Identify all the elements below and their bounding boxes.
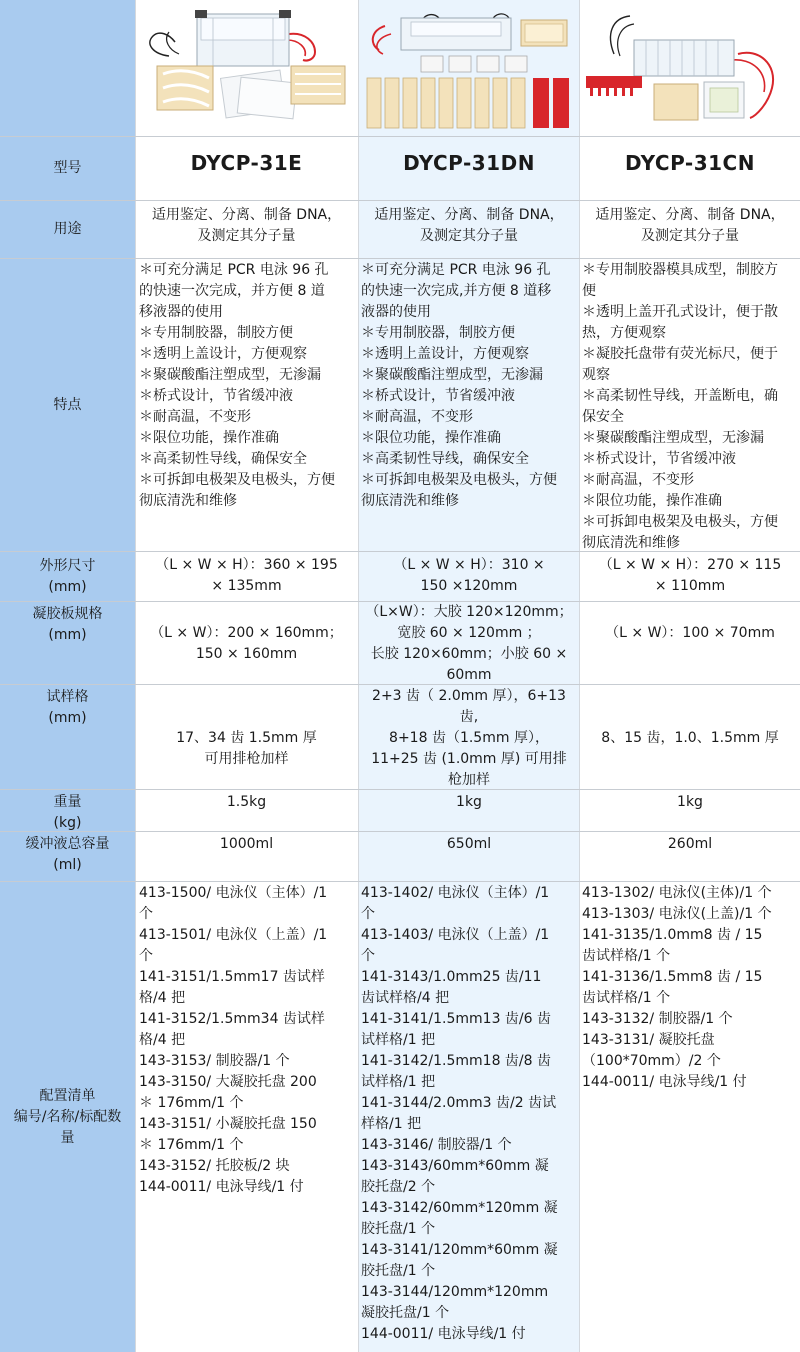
features-list: ＊可充分满足 PCR 电泳 96 孔 的快速一次完成，并方便 8 道 移液器的使用 ＊专用制胶器，制胶方便 ＊透明上盖设计，方便观察 ＊聚碳酸酯注塑成型，无渗漏 ＊桥式设计，节省缓冲液 ＊耐高温，不变形 ＊限位功能，操作准确 ＊高柔韧性导线，确保安全 ＊可拆卸电极架及电极头，方便 彻底清洗和维修 <box>139 262 335 509</box>
dimensions-value: （L × W × H）：310 × 150 ×120mm <box>393 557 545 594</box>
divider <box>358 0 359 1352</box>
divider <box>579 0 580 1352</box>
model-name: DYCP-31DN <box>403 151 535 175</box>
label-features: 特点 <box>53 396 82 413</box>
label-dimensions: 外形尺寸 (mm) <box>39 557 96 595</box>
gel-plate-value: （L × W）：100 × 70mm <box>605 625 775 641</box>
label-usage: 用途 <box>53 221 82 237</box>
label-configuration: 配置清单 编号/名称/标配数 量 <box>13 1087 122 1146</box>
model-name: DYCP-31E <box>190 151 303 175</box>
configuration-list: 413-1302/ 电泳仪(主体)/1 个 413-1303/ 电泳仪(上盖)/1 个 141-3135/1.0mm8 齿 / 15 齿试样格/1 个 141-3136/1.5mm8 齿 / 15 齿试样格/1 个 143-3132/ 制胶器/1 个 143-3131/ 凝胶托盘 （100*70mm）/2 个 144-0011/ 电泳导线/1 付 <box>582 885 772 1090</box>
model-name: DYCP-31CN <box>625 151 755 175</box>
buffer-volume-value: 1000ml <box>219 836 274 852</box>
comb-value: 8、15 齿，1.0、1.5mm 厚 <box>601 730 779 746</box>
weight-value: 1kg <box>677 794 703 810</box>
buffer-volume-value: 260ml <box>667 836 713 852</box>
dimensions-value: （L × W × H）：270 × 115 × 110mm <box>598 557 782 594</box>
weight-value: 1kg <box>456 794 482 810</box>
usage-text: 适用鉴定、分离、制备 DNA， 及测定其分子量 <box>151 207 342 244</box>
label-comb: 试样格 (mm) <box>46 689 89 726</box>
label-model: 型号 <box>53 160 82 176</box>
buffer-volume-value: 650ml <box>446 836 492 852</box>
gel-plate-value: （L × W）：200 × 160mm； 150 × 160mm <box>150 625 343 662</box>
label-gel-plate: 凝胶板规格 (mm) <box>32 606 103 643</box>
divider <box>135 0 136 1352</box>
label-buffer-volume: 缓冲液总容量 (ml) <box>25 836 110 873</box>
comb-value: 17、34 齿 1.5mm 厚 可用排枪加样 <box>176 730 317 767</box>
weight-value: 1.5kg <box>226 794 267 810</box>
label-weight: 重量 (kg) <box>53 794 82 831</box>
product-image-dycp-31cn <box>582 4 798 132</box>
gel-plate-value: （L×W）：大胶 120×120mm； 宽胶 60 × 120mm ； 长胶 120×60mm；小胶 60 × 60mm <box>365 604 573 683</box>
usage-text: 适用鉴定、分离、制备 DNA， 及测定其分子量 <box>374 207 564 244</box>
product-image-dycp-31e <box>139 4 355 132</box>
product-image-dycp-31dn <box>361 4 577 132</box>
comb-value: 2+3 齿（ 2.0mm 厚），6+13 齿, 8+18 齿（1.5mm 厚）， 11+25 齿 (1.0mm 厚) 可用排 枪加样 <box>371 688 567 788</box>
usage-text: 适用鉴定、分离、制备 DNA， 及测定其分子量 <box>595 207 785 244</box>
configuration-list: 413-1402/ 电泳仪（主体）/1 个 413-1403/ 电泳仪（上盖）/1 个 141-3143/1.0mm25 齿/11 齿试样格/4 把 141-3141/1.5mm13 齿/6 齿 试样格/1 把 141-3142/1.5mm18 齿/8 齿 试样格/1 把 141-3144/2.0mm3 齿/2 齿试 样格/1 把 143-3146/ 制胶器/1 个 143-3143/60mm*60mm 凝 胶托盘/2 个 143-3142/60mm*120mm 凝 胶托盘/1 个 143-3141/120mm*60mm 凝 胶托盘/1 个 143-3144/120mm*120mm 凝胶托盘/1 个 144-0011/ 电泳导线/1 付 <box>361 885 558 1342</box>
features-list: ＊可充分满足 PCR 电泳 96 孔 的快速一次完成,并方便 8 道移 液器的使用 ＊专用制胶器，制胶方便 ＊透明上盖设计，方便观察 ＊聚碳酸酯注塑成型，无渗漏 ＊桥式设计，节省缓冲液 ＊耐高温，不变形 ＊限位功能，操作准确 ＊高柔韧性导线，确保安全 ＊可拆卸电极架及电极头，方便 彻底清洗和维修 <box>361 262 557 509</box>
configuration-list: 413-1500/ 电泳仪（主体）/1 个 413-1501/ 电泳仪（上盖）/1 个 141-3151/1.5mm17 齿试样 格/4 把 141-3152/1.5mm34 齿试样 格/4 把 143-3153/ 制胶器/1 个 143-3150/ 大凝胶托盘 200 ＊ 176mm/1 个 143-3151/ 小凝胶托盘 150 ＊ 176mm/1 个 143-3152/ 托胶板/2 块 144-0011/ 电泳导线/1 付 <box>139 885 328 1195</box>
features-list: ＊专用制胶器模具成型，制胶方 便 ＊透明上盖开孔式设计，便于散 热，方便观察 ＊凝胶托盘带有荧光标尺，便于 观察 ＊高柔韧性导线，开盖断电，确 保安全 ＊聚碳酸酯注塑成型，无渗漏 ＊桥式设计，节省缓冲液 ＊耐高温，不变形 ＊限位功能，操作准确 ＊可拆卸电极架及电极头，方便 彻底清洗和维修 <box>582 262 778 551</box>
dimensions-value: （L × W × H）：360 × 195 × 135mm <box>155 557 338 594</box>
